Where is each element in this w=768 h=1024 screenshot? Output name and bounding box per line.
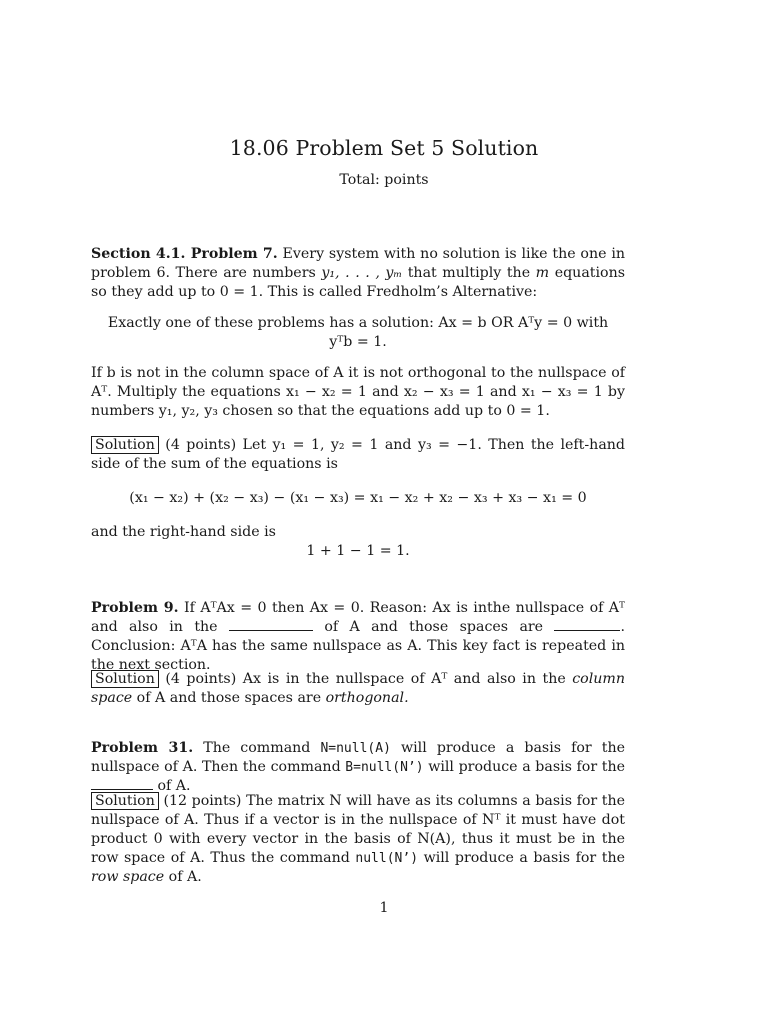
problem-9-statement	[91, 599, 625, 675]
problem-7-statement	[91, 245, 625, 302]
problem-7-text-b: that multiply the	[402, 265, 536, 281]
problem-31-statement	[91, 739, 625, 796]
problem-31-text-b: will produce a basis for the nullspace of A. Then the command	[91, 740, 625, 775]
page-title: 18.06 Problem Set 5 Solution	[229, 136, 539, 160]
solution-label: Solution	[91, 670, 159, 688]
fredholm-line-1: Exactly one of these problems has a solution: Ax = b OR Aᵀy = 0 with	[107, 315, 609, 331]
page-subtitle: Total: points	[339, 172, 429, 188]
solution-label: Solution	[91, 792, 159, 810]
problem-9-solution	[91, 670, 625, 708]
fredholm-line-2: yᵀb = 1.	[329, 334, 387, 350]
problem-7-solution-text: (4 points) Let y₁ = 1, y₂ = 1 and y₃ = −1. Then the left-hand side of the sum of the equations is	[91, 437, 625, 472]
blank-3	[91, 777, 153, 790]
problem-31-text-d: of A.	[153, 778, 191, 794]
problem-31-code-2: B=null(N’)	[345, 760, 424, 775]
problem-9-text-a: If AᵀAx = 0 then Ax = 0. Reason: Ax is inthe nullspace of Aᵀ and also in the	[91, 600, 625, 635]
problem-31-text-c: will produce a basis for the	[423, 759, 625, 775]
problem-7-rhs-equation: 1 + 1 − 1 = 1.	[306, 543, 410, 559]
problem-9-text-c: . Conclusion: AᵀA has the same nullspace as A. This key fact is repeated in the next section.	[91, 619, 625, 673]
problem-7-equation: (x₁ − x₂) + (x₂ − x₃) − (x₁ − x₃) = x₁ − x₂ + x₂ − x₃ + x₃ − x₁ = 0	[129, 490, 587, 506]
problem-7-text-a: Every system with no solution is like the one in problem 6. There are numbers	[91, 246, 625, 281]
page-number: 1	[379, 900, 389, 916]
problem-7-heading: Section 4.1. Problem 7.	[91, 246, 278, 262]
problem-31-solution-em: row space	[91, 869, 165, 885]
fredholm-statement	[91, 314, 625, 352]
problem-7-rhs-text: and the right-hand side is	[91, 524, 276, 540]
problem-31-solution-a: (12 points) The matrix N will have as its columns a basis for the nullspace of A. Thus if a vector is in the nullspace of Nᵀ it must have dot product 0 with every vector in the basis of N(A), thus it must be in the row space of A. Thus the command	[91, 793, 625, 866]
problem-31-solution-code: null(N’)	[355, 851, 419, 866]
problem-31-solution	[91, 792, 625, 887]
problem-31-text-a: The command	[193, 740, 321, 756]
blank-1	[229, 618, 313, 631]
problem-31-code-1: N=null(A)	[320, 741, 391, 756]
problem-9-solution-em2: orthogonal.	[325, 690, 409, 706]
problem-9-solution-em: column space	[91, 671, 625, 706]
problem-7-text-c: equations so they add up to 0 = 1. This is called Fredholm’s Alternative:	[91, 265, 625, 300]
problem-7-vars: y₁, . . . , yₘ	[321, 265, 403, 281]
problem-7-m: m	[535, 265, 550, 281]
problem-9-solution-a: (4 points) Ax is in the nullspace of Aᵀ and also in the	[158, 671, 573, 687]
problem-7-solution	[91, 436, 625, 474]
problem-9-text-b: of A and those spaces are	[312, 619, 555, 635]
solution-label: Solution	[91, 436, 159, 454]
problem-31-heading: Problem 31.	[91, 740, 194, 756]
problem-9-solution-b: of A and those spaces are	[132, 690, 326, 706]
problem-31-solution-c: of A.	[164, 869, 202, 885]
problem-9-heading: Problem 9.	[91, 600, 179, 616]
problem-7-paragraph-2: If b is not in the column space of A it is not orthogonal to the nullspace of Aᵀ. Multiply the equations x₁ − x₂ = 1 and x₂ − x₃ = 1 and x₁ − x₃ = 1 by numbers y₁, y₂, y₃ chosen so that the equations add up to 0 = 1.	[91, 365, 625, 419]
problem-31-solution-b: will produce a basis for the	[418, 850, 625, 866]
blank-2	[554, 618, 620, 631]
